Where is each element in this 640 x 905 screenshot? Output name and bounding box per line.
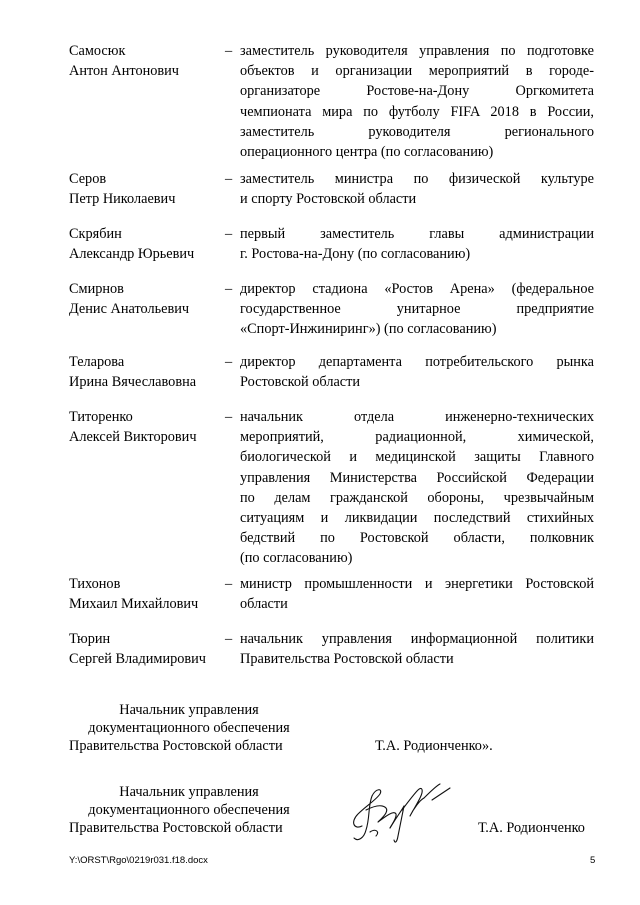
separator-dash: – (225, 281, 233, 297)
position-line: первый заместитель главы администрации (240, 226, 594, 242)
member-surname: Теларова (69, 354, 125, 370)
signature-title-line: документационного обеспечения (88, 802, 290, 818)
position-line: организаторе Ростове-на-Дону Оргкомитета (240, 83, 594, 100)
separator-dash: – (225, 409, 233, 425)
position-line: министр промышленности и энергетики Ростовской (240, 576, 594, 592)
member-given-names: Михаил Михайлович (69, 596, 199, 613)
member-surname: Самосюк (69, 43, 126, 59)
position-line: области (240, 596, 288, 613)
member-name (69, 169, 219, 209)
member-position (240, 352, 594, 392)
member-surname: Тихонов (69, 576, 121, 592)
position-line: директор стадиона «Ростов Арена» (федеральное (240, 281, 594, 297)
position-line: заместитель руководителя регионального (240, 123, 594, 140)
separator-dash: – (225, 354, 233, 370)
member-name (69, 279, 219, 319)
position-line: государственное унитарное предприятие (240, 301, 594, 318)
position-line: мероприятий, радиационной, химической, (240, 429, 594, 446)
separator-dash: – (225, 171, 233, 187)
position-line: начальник управления информационной политики (240, 631, 594, 647)
position-line: по делам гражданской обороны, чрезвычайным (240, 489, 594, 506)
position-line: начальник отдела инженерно-технических (240, 409, 594, 425)
member-position (240, 574, 594, 614)
position-line: объектов и организации мероприятий в городе- (240, 63, 594, 80)
member-given-names: Ирина Вячеславовна (69, 374, 197, 391)
member-position (240, 169, 594, 209)
position-line: бедствий по Ростовской области, полковник (240, 530, 594, 547)
position-line: г. Ростова-на-Дону (по согласованию) (240, 246, 471, 263)
member-name (69, 574, 219, 614)
signature-title-line: документационного обеспечения (88, 720, 290, 736)
position-line: заместитель руководителя управления по подготовке (240, 43, 594, 59)
member-position (240, 279, 594, 340)
position-line: операционного центра (по согласованию) (240, 144, 494, 161)
signature-title-line: Начальник управления (119, 784, 259, 800)
member-position (240, 407, 594, 569)
position-line: Ростовской области (240, 374, 361, 391)
member-surname: Скрябин (69, 226, 122, 242)
member-name (69, 407, 219, 447)
member-given-names: Сергей Владимирович (69, 651, 206, 668)
member-given-names: Антон Антонович (69, 63, 179, 80)
member-given-names: Денис Анатольевич (69, 301, 190, 318)
member-name (69, 352, 219, 392)
position-line: (по согласованию) (240, 550, 353, 567)
member-given-names: Александр Юрьевич (69, 246, 195, 263)
position-line: чемпионата мира по футболу FIFA 2018 в России, (240, 103, 594, 120)
handwritten-signature (340, 770, 460, 850)
member-name (69, 224, 219, 264)
signature-title-line: Правительства Ростовской области (69, 820, 283, 836)
member-surname: Тюрин (69, 631, 111, 647)
member-given-names: Петр Николаевич (69, 191, 176, 208)
position-line: заместитель министра по физической культуре (240, 171, 594, 187)
separator-dash: – (225, 43, 233, 59)
member-name (69, 629, 219, 669)
position-line: биологической и медицинской защиты Главного (240, 449, 594, 466)
signature-title-2 (69, 783, 309, 837)
file-path: Y:\ORST\Rgo\0219r031.f18.docx (69, 855, 208, 866)
page-number: 5 (590, 855, 596, 866)
position-line: директор департамента потребительского рынка (240, 354, 594, 370)
member-name (69, 41, 219, 81)
member-position (240, 629, 594, 669)
member-surname: Серов (69, 171, 107, 187)
separator-dash: – (225, 226, 233, 242)
member-surname: Титоренко (69, 409, 133, 425)
member-position (240, 224, 594, 264)
position-line: управления Министерства Российской Федерации (240, 469, 594, 486)
position-line: ситуациям и ликвидации последствий стихийных (240, 510, 594, 527)
signatory-name: Т.А. Родионченко». (375, 738, 493, 754)
signature-title-line: Начальник управления (119, 702, 259, 718)
member-given-names: Алексей Викторович (69, 429, 197, 446)
separator-dash: – (225, 631, 233, 647)
member-position (240, 41, 594, 162)
separator-dash: – (225, 576, 233, 592)
signature-title-1 (69, 701, 309, 755)
member-surname: Смирнов (69, 281, 124, 297)
position-line: «Спорт-Инжиниринг») (по согласованию) (240, 321, 497, 338)
position-line: Правительства Ростовской области (240, 651, 454, 668)
signatory-name: Т.А. Родионченко (478, 820, 585, 836)
position-line: и спорту Ростовской области (240, 191, 417, 208)
signature-title-line: Правительства Ростовской области (69, 738, 283, 754)
